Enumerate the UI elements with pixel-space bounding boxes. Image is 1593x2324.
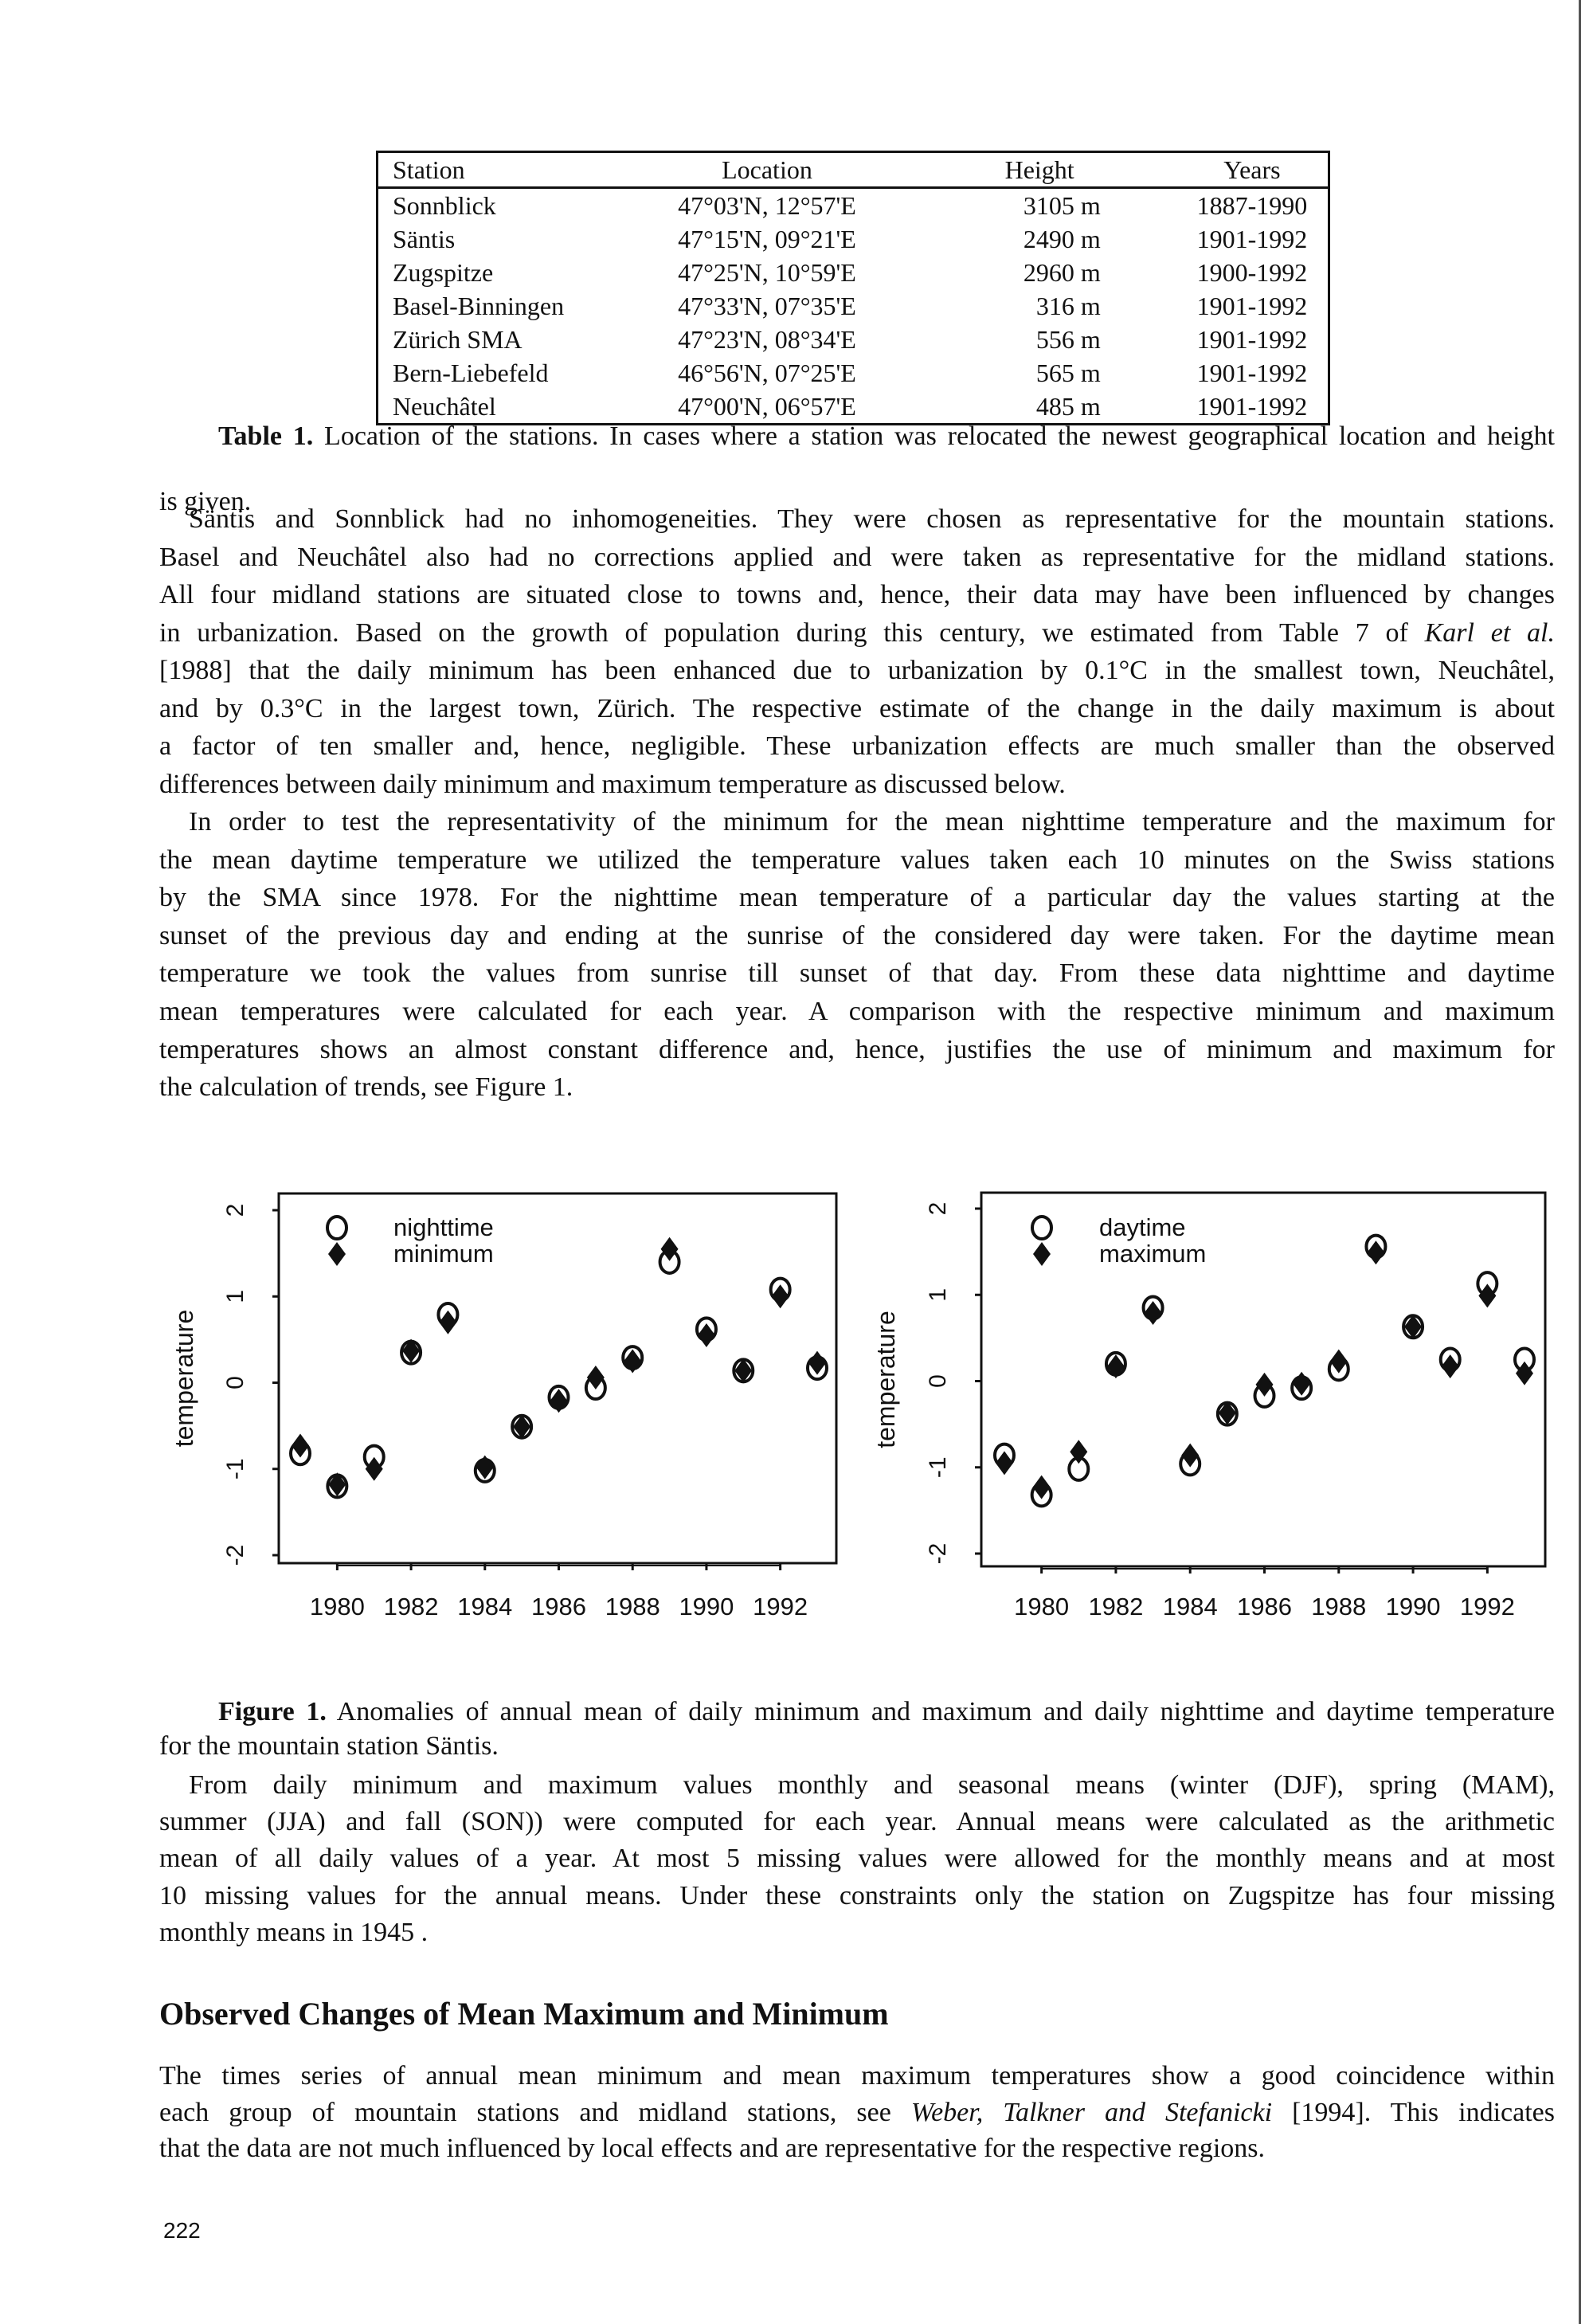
- open-circle-marker: [623, 1346, 642, 1369]
- text: temperatures shows an almost constant difference and, hence, justifies the use of minimum and maximum for: [159, 1034, 1555, 1064]
- table-header-row: [378, 152, 1329, 188]
- filled-diamond-marker: [1404, 1315, 1422, 1338]
- x-tick-label: 1986: [1237, 1593, 1292, 1621]
- figure-label: Figure 1.: [218, 1697, 327, 1726]
- page-number: 222: [163, 2218, 201, 2243]
- cell-years: 1901-1992: [1196, 225, 1308, 253]
- paragraph: [159, 2058, 1555, 2167]
- open-circle-marker: [327, 1475, 346, 1497]
- text-line: [159, 576, 1555, 614]
- x-tick-label: 1992: [753, 1593, 808, 1621]
- text-line: [159, 2058, 1555, 2095]
- filled-diamond-marker: [1293, 1372, 1310, 1396]
- y-tick-label: -2: [222, 1544, 249, 1566]
- open-circle-marker: [1069, 1458, 1088, 1480]
- plot-frame: [279, 1193, 836, 1563]
- text-line: [159, 614, 1555, 653]
- cell-location: 46°56'N, 07°25'E: [678, 359, 856, 387]
- text-line: [159, 1068, 1555, 1107]
- cell-height: 556 m: [1035, 325, 1101, 354]
- caption-line: [159, 1729, 1555, 1763]
- cell-station: Zürich SMA: [393, 325, 523, 354]
- filled-diamond-marker: [439, 1311, 456, 1334]
- text-line: [159, 500, 1555, 539]
- cell-height: 485 m: [1035, 392, 1101, 421]
- cell-station: Säntis: [393, 225, 456, 253]
- x-tick-label: 1984: [1162, 1593, 1218, 1621]
- filled-diamond-marker: [328, 1472, 346, 1496]
- caption-text: Anomalies of annual mean of daily minimum and maximum and daily nighttime and daytime temperature: [326, 1697, 1555, 1726]
- text: From daily minimum and maximum values monthly and seasonal means (winter (DJF), spring (MAM),: [189, 1770, 1555, 1800]
- filled-diamond-marker: [1442, 1354, 1459, 1378]
- scan-edge-line: [1579, 0, 1581, 2324]
- filled-diamond-marker: [328, 1242, 346, 1266]
- filled-diamond-marker: [1033, 1476, 1051, 1499]
- open-circle-marker: [512, 1416, 531, 1438]
- cell-height: 316 m: [1035, 292, 1101, 320]
- filled-diamond-marker: [1107, 1354, 1125, 1378]
- text-line: [159, 1878, 1555, 1914]
- text-line: [159, 2095, 1555, 2131]
- filled-diamond-marker: [513, 1415, 530, 1439]
- x-tick-label: 1982: [383, 1593, 439, 1621]
- cell-years: 1901-1992: [1196, 392, 1308, 421]
- open-circle-marker: [401, 1342, 421, 1364]
- open-circle-marker: [1106, 1353, 1125, 1375]
- x-tick-label: 1980: [309, 1593, 365, 1621]
- filled-diamond-marker: [1181, 1444, 1199, 1468]
- cell-years: 1901-1992: [1196, 325, 1308, 354]
- text: by the SMA since 1978. For the nighttime mean temperature of a particular day the values starting at the: [159, 883, 1555, 913]
- paragraph: [159, 803, 1555, 1107]
- text-line: [159, 766, 1555, 804]
- cell-years: 1901-1992: [1196, 292, 1308, 320]
- text: sunset of the previous day and ending at the sunrise of the considered day were taken. For the daytime mean: [159, 920, 1555, 950]
- open-circle-marker: [586, 1377, 605, 1399]
- text-line: [159, 690, 1555, 728]
- text: differences between daily minimum and maximum temperature as discussed below.: [159, 769, 1066, 799]
- open-circle-marker: [1292, 1377, 1311, 1399]
- cell-height: 3105 m: [1023, 191, 1101, 220]
- section-heading: Observed Changes of Mean Maximum and Minimum: [159, 1996, 889, 2032]
- x-tick-label: 1986: [531, 1593, 586, 1621]
- text: mean of all daily values of a year. At most 5 missing values were allowed for the monthly means and at most: [159, 1844, 1555, 1874]
- filled-diamond-marker: [772, 1284, 789, 1308]
- open-circle-marker: [438, 1303, 457, 1326]
- open-circle-marker: [1180, 1452, 1200, 1475]
- figure-caption: [159, 1695, 1555, 1763]
- text-line: [159, 917, 1555, 955]
- y-tick-label: -2: [925, 1542, 951, 1565]
- legend-label: daytime: [1099, 1213, 1186, 1241]
- open-circle-marker: [697, 1318, 716, 1340]
- text: and by 0.3°C in the largest town, Zürich. The respective estimate of the change in the daily maximum is about: [159, 693, 1555, 723]
- y-axis-label: temperature: [170, 1309, 198, 1448]
- text-line: [159, 1804, 1555, 1840]
- text: the mean daytime temperature we utilized the temperature values taken each 10 minutes on the Swiss stations: [159, 845, 1555, 875]
- open-circle-marker: [660, 1251, 679, 1273]
- cell-station: Bern-Liebefeld: [393, 359, 549, 387]
- column-header-height: Height: [902, 152, 1176, 188]
- chart-panel-1: [170, 1193, 836, 1621]
- open-circle-marker: [734, 1359, 753, 1381]
- open-circle-marker: [1032, 1483, 1051, 1506]
- filled-diamond-marker: [1219, 1401, 1236, 1425]
- cell-height: 565 m: [1035, 359, 1101, 387]
- caption-line: [159, 420, 1555, 485]
- filled-diamond-marker: [808, 1351, 826, 1375]
- table-row: [378, 222, 1329, 256]
- open-circle-marker: [1515, 1348, 1534, 1370]
- cell-years: 1901-1992: [1196, 359, 1308, 387]
- table-row: [378, 188, 1329, 223]
- text: that the data are not much influenced by local effects and are representative for the respective regions.: [159, 2134, 1266, 2163]
- open-circle-marker: [365, 1446, 384, 1468]
- cell-location: 47°25'N, 10°59'E: [678, 258, 856, 287]
- x-tick-label: 1984: [457, 1593, 513, 1621]
- x-tick-label: 1992: [1459, 1593, 1515, 1621]
- x-tick-label: 1988: [605, 1593, 660, 1621]
- filled-diamond-marker: [550, 1389, 568, 1413]
- open-circle-marker: [1366, 1236, 1385, 1258]
- text: a factor of ten smaller and, hence, negligible. These urbanization effects are much smaller than the observed: [159, 731, 1555, 761]
- text: 10 missing values for the annual means. Under these constraints only the station on Zugspitze has four missing: [159, 1880, 1555, 1911]
- cell-station: Neuchâtel: [393, 392, 496, 421]
- y-tick-label: 1: [925, 1287, 951, 1302]
- cell-location: 47°03'N, 12°57'E: [678, 191, 856, 220]
- table-row: [378, 390, 1329, 425]
- open-circle-marker: [476, 1460, 495, 1482]
- citation: Weber, Talkner and Stefanicki: [910, 2097, 1273, 2127]
- x-tick-label: 1982: [1088, 1593, 1144, 1621]
- chart-legend: [1032, 1213, 1206, 1268]
- filled-diamond-marker: [366, 1457, 383, 1481]
- y-tick-label: 1: [222, 1289, 249, 1303]
- text-line: [159, 1914, 1555, 1951]
- text: In order to test the representativity of the minimum for the mean nighttime temperature and the maximum for: [189, 807, 1555, 837]
- filled-diamond-marker: [476, 1456, 494, 1479]
- text-line: [159, 1767, 1555, 1804]
- text: [1988] that the daily minimum has been enhanced due to urbanization by 0.1°C in the smallest town, Neuchâtel,: [159, 656, 1555, 685]
- filled-diamond-marker: [1033, 1242, 1051, 1266]
- cell-location: 47°23'N, 08°34'E: [678, 325, 856, 354]
- citation: Karl et al.: [1424, 617, 1555, 648]
- text-line: [159, 652, 1555, 690]
- open-circle-marker: [1441, 1348, 1460, 1370]
- filled-diamond-marker: [1516, 1362, 1533, 1385]
- text: monthly means in 1945 .: [159, 1917, 429, 1947]
- cell-station: Basel-Binningen: [393, 292, 565, 320]
- filled-diamond-marker: [1070, 1440, 1087, 1464]
- open-circle-marker: [1478, 1272, 1497, 1295]
- caption-text: Location of the stations. In cases where a station was relocated the newest geographical location and height: [313, 421, 1555, 451]
- column-header-station: Station: [378, 152, 632, 188]
- text-line: [159, 2130, 1555, 2167]
- open-circle-marker: [1032, 1217, 1051, 1239]
- filled-diamond-marker: [292, 1434, 309, 1458]
- table-row: [378, 289, 1329, 323]
- open-circle-marker: [1403, 1315, 1423, 1338]
- filled-diamond-marker: [587, 1366, 605, 1389]
- caption-line: [159, 1695, 1555, 1729]
- text-line: [159, 803, 1555, 841]
- filled-diamond-marker: [1256, 1373, 1274, 1397]
- open-circle-marker: [550, 1386, 569, 1409]
- open-circle-marker: [1144, 1296, 1163, 1319]
- chart-panel-2: [871, 1193, 1545, 1621]
- table-label: Table 1.: [218, 421, 314, 451]
- x-tick-label: 1990: [679, 1593, 734, 1621]
- table-row: [378, 256, 1329, 289]
- open-circle-marker: [327, 1217, 346, 1239]
- legend-label: maximum: [1099, 1240, 1207, 1268]
- y-axis-label: temperature: [871, 1311, 900, 1448]
- cell-height: 2490 m: [1023, 225, 1101, 253]
- text: All four midland stations are situated close to towns and, hence, their data may have been influenced by changes: [159, 580, 1555, 609]
- paragraph: [159, 500, 1555, 803]
- filled-diamond-marker: [1145, 1301, 1162, 1325]
- cell-location: 47°15'N, 09°21'E: [678, 225, 856, 253]
- open-circle-marker: [995, 1444, 1014, 1467]
- y-tick-label: 0: [925, 1374, 951, 1388]
- text-line: [159, 841, 1555, 880]
- text-line: [159, 954, 1555, 993]
- open-circle-marker: [1329, 1358, 1348, 1380]
- caption-text: is given.: [159, 487, 252, 516]
- text-line: [159, 993, 1555, 1031]
- text-line: [159, 879, 1555, 917]
- cell-station: Sonnblick: [393, 191, 496, 220]
- filled-diamond-marker: [661, 1237, 679, 1261]
- filled-diamond-marker: [624, 1349, 641, 1373]
- table-row: [378, 323, 1329, 356]
- chart-legend: [327, 1213, 494, 1268]
- legend-label: nighttime: [393, 1213, 494, 1241]
- filled-diamond-marker: [734, 1358, 752, 1382]
- y-tick-label: 0: [222, 1376, 249, 1389]
- x-tick-label: 1980: [1014, 1593, 1070, 1621]
- plot-frame: [981, 1193, 1545, 1566]
- text: summer (JJA) and fall (SON)) were computed for each year. Annual means were calculated as the arithmetic: [159, 1807, 1555, 1837]
- legend-label: minimum: [393, 1240, 494, 1268]
- filled-diamond-marker: [1478, 1283, 1496, 1307]
- stations-table: [376, 151, 1330, 425]
- text: The times series of annual mean minimum and mean maximum temperatures show a good coincidence within: [159, 2061, 1555, 2091]
- text-line: [159, 727, 1555, 766]
- x-tick-label: 1988: [1311, 1593, 1367, 1621]
- text: mean temperatures were calculated for each year. A comparison with the respective minimum and maximum: [159, 996, 1555, 1026]
- table-row: [378, 356, 1329, 390]
- filled-diamond-marker: [402, 1338, 420, 1362]
- cell-location: 47°33'N, 07°35'E: [678, 292, 856, 320]
- y-tick-label: 2: [222, 1203, 249, 1217]
- filled-diamond-marker: [698, 1323, 715, 1347]
- y-tick-label: -1: [222, 1458, 249, 1480]
- text: the calculation of trends, see Figure 1.: [159, 1072, 573, 1103]
- text: in urbanization. Based on the growth of population during this century, we estimated from Table 7 of: [159, 617, 1425, 648]
- text-line: [159, 1031, 1555, 1069]
- table-caption: [159, 420, 1555, 516]
- text: Säntis and Sonnblick had no inhomogeneities. They were chosen as representative for the mountain stations.: [189, 504, 1555, 534]
- column-header-location: Location: [631, 152, 902, 188]
- cell-station: Zugspitze: [393, 258, 494, 287]
- open-circle-marker: [1218, 1403, 1237, 1425]
- caption-text: for the mountain station Säntis.: [159, 1731, 499, 1761]
- cell-years: 1900-1992: [1196, 258, 1308, 287]
- text: [1994]. This indicates: [1272, 2097, 1555, 2127]
- text: each group of mountain stations and midland stations, see: [159, 2097, 911, 2127]
- open-circle-marker: [1255, 1385, 1274, 1407]
- text-line: [159, 1840, 1555, 1877]
- text: Basel and Neuchâtel also had no corrections applied and were taken as representative for the midland stations.: [159, 542, 1555, 572]
- cell-years: 1887-1990: [1196, 191, 1308, 220]
- y-tick-label: -1: [925, 1456, 951, 1479]
- filled-diamond-marker: [1330, 1350, 1348, 1374]
- x-tick-label: 1990: [1385, 1593, 1441, 1621]
- cell-height: 2960 m: [1023, 258, 1101, 287]
- filled-diamond-marker: [1367, 1240, 1384, 1264]
- text-line: [159, 539, 1555, 577]
- paragraph: [159, 1767, 1555, 1951]
- open-circle-marker: [771, 1279, 790, 1301]
- open-circle-marker: [291, 1442, 310, 1464]
- text: temperature we took the values from sunrise till sunset of that day. From these data nighttime and daytime: [159, 958, 1555, 989]
- cell-location: 47°00'N, 06°57'E: [678, 392, 856, 421]
- y-tick-label: 2: [925, 1201, 951, 1216]
- filled-diamond-marker: [996, 1451, 1013, 1475]
- column-header-years: Years: [1176, 152, 1329, 188]
- open-circle-marker: [808, 1357, 827, 1379]
